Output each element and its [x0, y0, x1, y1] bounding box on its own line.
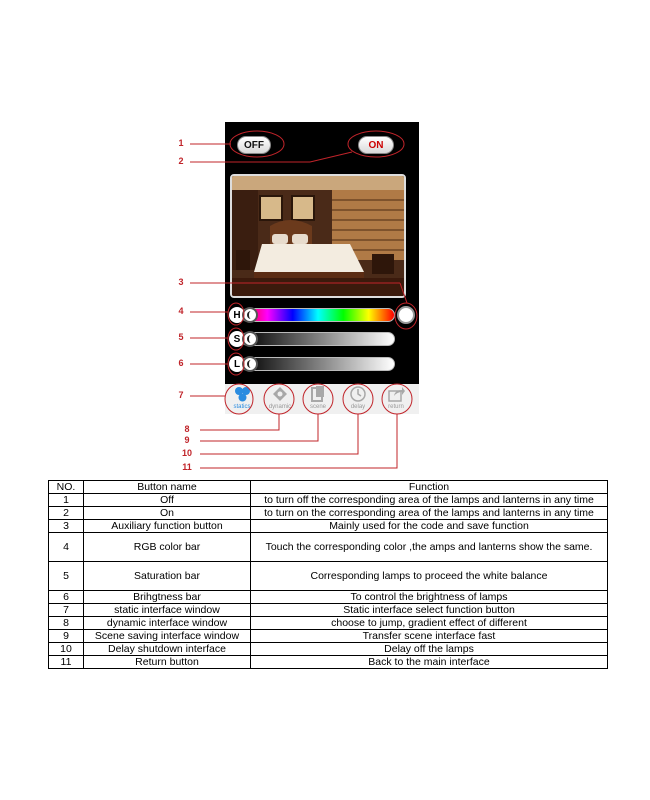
header-function: Function	[251, 481, 608, 494]
off-button[interactable]: OFF	[237, 136, 271, 154]
cell-button-name: Off	[84, 494, 251, 507]
callout-number: 2	[178, 156, 184, 166]
cell-button-name: RGB color bar	[84, 533, 251, 562]
cell-no: 8	[49, 617, 84, 630]
hue-label: H	[229, 307, 245, 323]
table-row	[49, 562, 608, 591]
cell-no: 9	[49, 630, 84, 643]
cell-function: Back to the main interface	[251, 656, 608, 669]
cell-function: to turn off the corresponding area of the lamps and lanterns in any time	[251, 494, 608, 507]
table-row	[49, 630, 608, 643]
tab-statics-label: statics	[233, 404, 251, 410]
cell-button-name: Auxiliary function button	[84, 520, 251, 533]
cell-button-name: Scene saving interface window	[84, 630, 251, 643]
button-function-table	[48, 480, 608, 669]
lightness-label: L	[229, 356, 245, 372]
tab-delay-label: delay	[350, 404, 366, 410]
table-row	[49, 520, 608, 533]
cell-no: 6	[49, 591, 84, 604]
callout-number: 10	[181, 448, 192, 458]
cell-no: 10	[49, 643, 84, 656]
cell-no: 7	[49, 604, 84, 617]
cell-button-name: Saturation bar	[84, 562, 251, 591]
callout-number: 11	[182, 462, 192, 472]
tab-dynamic-label: dynamic	[268, 404, 292, 410]
table-row	[49, 604, 608, 617]
cell-no: 2	[49, 507, 84, 520]
table-row	[49, 494, 608, 507]
callout-number: 9	[184, 435, 190, 445]
cell-function: Mainly used for the code and save function	[251, 520, 608, 533]
cell-no: 4	[49, 533, 84, 562]
table-row	[49, 533, 608, 562]
callout-number: 5	[178, 332, 184, 342]
table-row	[49, 507, 608, 520]
cell-no: 5	[49, 562, 84, 591]
cell-function: choose to jump, gradient effect of different	[251, 617, 608, 630]
callout-number: 3	[178, 277, 184, 287]
cell-button-name: Return button	[84, 656, 251, 669]
cell-no: 11	[49, 656, 84, 669]
cell-function: Touch the corresponding color ,the amps and lanterns show the same.	[251, 533, 608, 562]
cell-no: 3	[49, 520, 84, 533]
cell-button-name: Delay shutdown interface	[84, 643, 251, 656]
cell-function: Delay off the lamps	[251, 643, 608, 656]
tab-return-label: return	[388, 404, 404, 410]
cell-button-name: Brihgtness bar	[84, 591, 251, 604]
table-row	[49, 656, 608, 669]
tab-scene-label: scene	[309, 404, 326, 410]
callout-number: 4	[178, 306, 184, 316]
on-button[interactable]: ON	[358, 136, 394, 154]
table-row	[49, 617, 608, 630]
cell-no: 1	[49, 494, 84, 507]
cell-button-name: dynamic interface window	[84, 617, 251, 630]
table-row	[49, 643, 608, 656]
cell-button-name: static interface window	[84, 604, 251, 617]
header-button-name: Button name	[84, 481, 251, 494]
table-header-row	[49, 481, 608, 494]
cell-button-name: On	[84, 507, 251, 520]
cell-function: Transfer scene interface fast	[251, 630, 608, 643]
cell-function: to turn on the corresponding area of the lamps and lanterns in any time	[251, 507, 608, 520]
cell-function: Static interface select function button	[251, 604, 608, 617]
callout-number: 1	[178, 138, 184, 148]
saturation-label: S	[229, 331, 245, 347]
callout-number: 7	[178, 390, 184, 400]
cell-function: Corresponding lamps to proceed the white balance	[251, 562, 608, 591]
callout-number: 6	[178, 358, 184, 368]
header-no: NO.	[49, 481, 84, 494]
table-row	[49, 591, 608, 604]
cell-function: To control the brightness of lamps	[251, 591, 608, 604]
callout-number: 8	[184, 424, 190, 434]
